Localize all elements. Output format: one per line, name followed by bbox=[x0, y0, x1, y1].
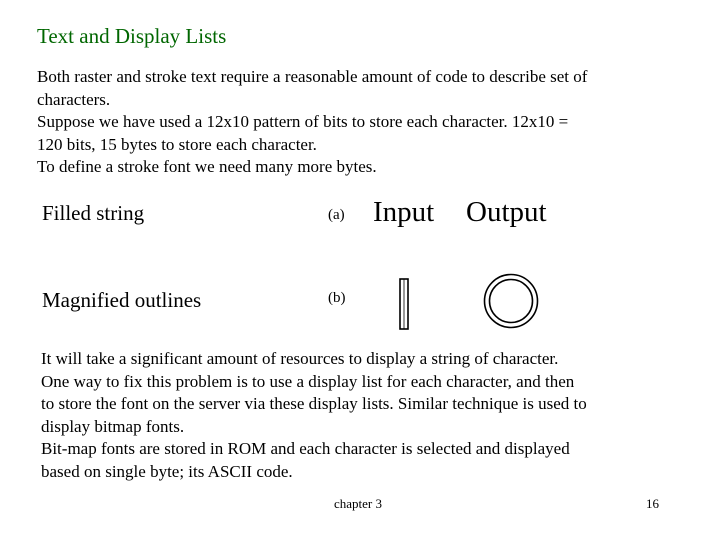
intro-line: Suppose we have used a 12x10 pattern of bits to store each character. 12x10 = bbox=[37, 112, 569, 131]
intro-line: To define a stroke font we need many more bytes. bbox=[37, 157, 377, 176]
filled-word-output: Output bbox=[466, 196, 547, 228]
outline-glyphs bbox=[395, 272, 545, 334]
I-outline-icon bbox=[400, 279, 408, 329]
figure-tag-a: (a) bbox=[328, 207, 345, 223]
filled-string-label: Filled string bbox=[42, 201, 145, 225]
body-line: display bitmap fonts. bbox=[41, 416, 185, 436]
body-line: based on single byte; its ASCII code. bbox=[41, 461, 293, 481]
body-line: Bit-map fonts are stored in ROM and each character is selected and displayed bbox=[41, 439, 570, 458]
intro-line: Both raster and stroke text require a reasonable amount of code to describe set of bbox=[37, 67, 588, 86]
footer-page-number: 16 bbox=[646, 496, 659, 511]
slide-title: Text and Display Lists bbox=[37, 24, 227, 48]
footer-chapter: chapter 3 bbox=[334, 496, 383, 511]
figure-tag-b: (b) bbox=[328, 290, 346, 306]
intro-line: 120 bits, 15 bytes to store each character. bbox=[37, 134, 317, 154]
body-line: It will take a significant amount of resources to display a string of character. bbox=[41, 349, 559, 368]
magnified-outlines-label: Magnified outlines bbox=[42, 288, 202, 312]
intro-line: characters. bbox=[37, 89, 111, 109]
body-line: to store the font on the server via these display lists. Similar technique is used to bbox=[41, 394, 587, 413]
body-line: One way to fix this problem is to use a display list for each character, and then bbox=[41, 371, 575, 391]
body-paragraph bbox=[41, 348, 587, 483]
filled-word-input: Input bbox=[373, 196, 435, 228]
O-outline-icon bbox=[485, 275, 538, 328]
intro-paragraph bbox=[37, 66, 587, 179]
